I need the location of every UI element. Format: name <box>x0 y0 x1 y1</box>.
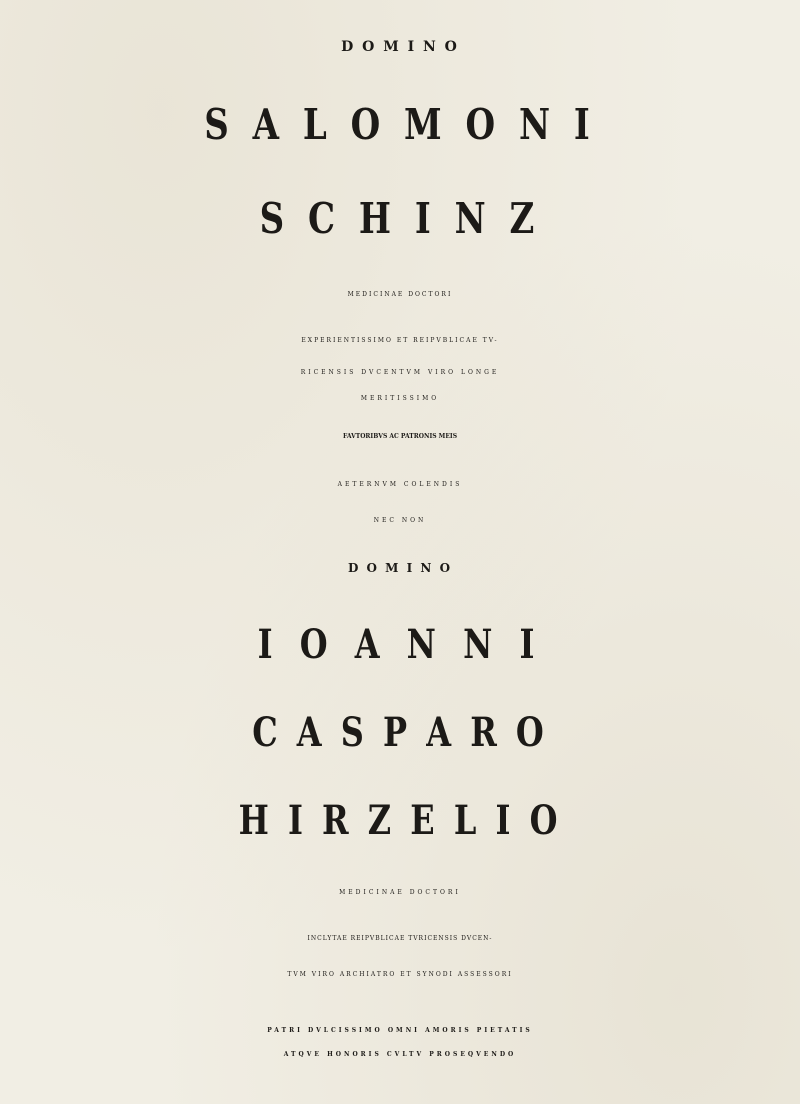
first-description-line-3: MERITISSIMO <box>360 395 440 402</box>
second-surname: H I R Z E L I O <box>238 796 562 844</box>
first-surname: S C H I N Z <box>259 194 541 245</box>
second-given-name: I O A N N I <box>257 620 543 668</box>
patrons-line-2: AETERNVM COLENDIS <box>337 481 463 488</box>
second-title: MEDICINAE DOCTORI <box>339 889 461 896</box>
first-given-name: S A L O M O N I <box>204 100 596 151</box>
patrons-line-1: FAVTORIBVS AC PATRONIS MEIS <box>342 433 458 440</box>
first-description-line-2: RICENSIS DVCENTVM VIRO LONGE <box>300 369 500 376</box>
closing-line-2: ATQVE HONORIS CVLTV PROSEQVENDO <box>283 1051 517 1058</box>
second-description-line-1: INCLYTAE REIPVBLICAE TVRICENSIS DVCEN- <box>307 935 493 942</box>
first-title: MEDICINAE DOCTORI <box>347 291 453 298</box>
first-description-line-1: EXPERIENTISSIMO ET REIPVBLICAE TV- <box>301 337 499 344</box>
closing-line-1: PATRI DVLCISSIMO OMNI AMORIS PIETATIS <box>267 1027 533 1034</box>
second-middle-name: C A S P A R O <box>252 708 548 756</box>
first-domino: D O M I N O <box>341 39 459 55</box>
second-description-line-2: TVM VIRO ARCHIATRO ET SYNODI ASSESSORI <box>287 971 513 978</box>
second-domino: D O M I N O <box>347 561 453 575</box>
patrons-conjunction: NEC NON <box>373 517 427 524</box>
